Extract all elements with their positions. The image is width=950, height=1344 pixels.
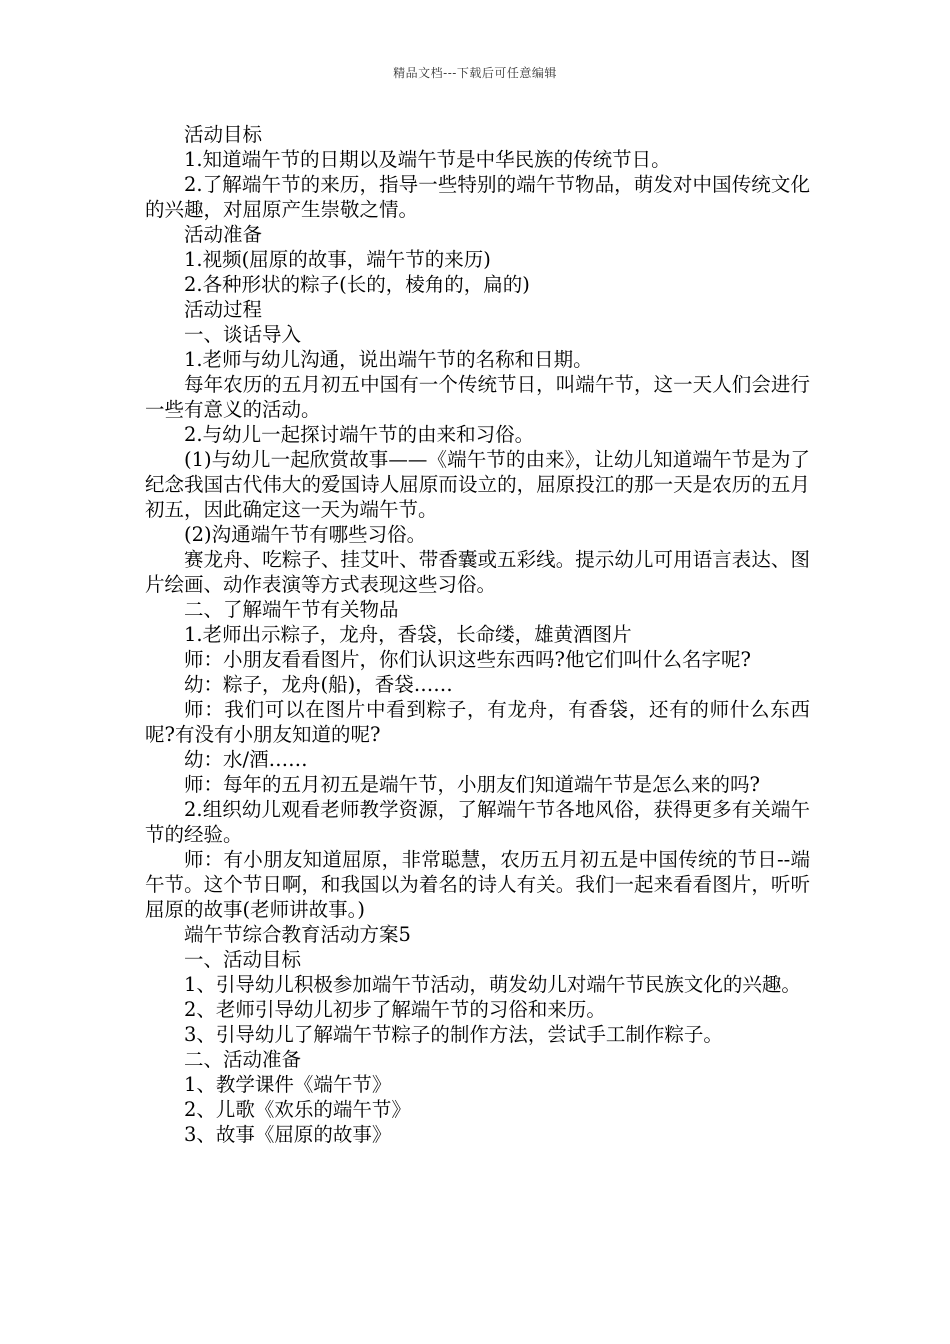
section-heading-goals: 活动目标 bbox=[184, 123, 263, 146]
dialogue-line: 师：小朋友看看图片，你们认识这些东西吗?他它们叫什么名字呢? bbox=[184, 648, 751, 671]
plan-title: 端午节综合教育活动方案5 bbox=[184, 923, 411, 946]
section-heading-process: 活动过程 bbox=[184, 298, 263, 321]
paragraph: 2、老师引导幼儿初步了解端午节的习俗和来历。 bbox=[184, 998, 606, 1021]
section-heading-preparation: 活动准备 bbox=[184, 223, 263, 246]
paragraph: 3、故事《屈原的故事》 bbox=[184, 1123, 392, 1146]
subsection-heading: 一、谈话导入 bbox=[184, 323, 302, 346]
paragraph: 赛龙舟、吃粽子、挂艾叶、带香囊或五彩线。提示幼儿可用语言表达、图片绘画、动作表演等方式表现这些习俗。 bbox=[145, 548, 810, 596]
paragraph: 1.视频(屈原的故事，端午节的来历) bbox=[184, 248, 491, 271]
paragraph: 2.与幼儿一起探讨端午节的由来和习俗。 bbox=[184, 423, 535, 446]
paragraph: 1、教学课件《端午节》 bbox=[184, 1073, 392, 1096]
subsection-heading: 二、活动准备 bbox=[184, 1048, 302, 1071]
subsection-heading: 二、了解端午节有关物品 bbox=[184, 598, 399, 621]
dialogue-line: 幼：水/酒…… bbox=[184, 748, 308, 771]
subsection-heading: 一、活动目标 bbox=[184, 948, 302, 971]
dialogue-line: 师：每年的五月初五是端午节，小朋友们知道端午节是怎么来的吗? bbox=[184, 773, 760, 796]
paragraph: 2、儿歌《欢乐的端午节》 bbox=[184, 1098, 411, 1121]
paragraph: 1.老师出示粽子，龙舟，香袋，长命缕，雄黄酒图片 bbox=[184, 623, 632, 646]
dialogue-line: 幼：粽子，龙舟(船)，香袋…… bbox=[184, 673, 453, 696]
paragraph: (1)与幼儿一起欣赏故事——《端午节的由来》，让幼儿知道端午节是为了纪念我国古代伟大的爱国诗人屈原而设立的，屈原投江的那一天是农历的五月初五，因此确定这一天为端午节。 bbox=[145, 448, 810, 521]
paragraph: 每年农历的五月初五中国有一个传统节日，叫端午节，这一天人们会进行一些有意义的活动。 bbox=[145, 373, 810, 421]
paragraph: (2)沟通端午节有哪些习俗。 bbox=[184, 523, 427, 546]
paragraph: 2.组织幼儿观看老师教学资源，了解端午节各地风俗，获得更多有关端午节的经验。 bbox=[145, 798, 810, 846]
dialogue-line: 师：有小朋友知道屈原，非常聪慧，农历五月初五是中国传统的节日--端午节。这个节日啊，和我国以为着名的诗人有关。我们一起来看看图片，听听屈原的故事(老师讲故事。) bbox=[145, 848, 810, 921]
paragraph: 2.各种形状的粽子(长的，棱角的，扁的) bbox=[184, 273, 530, 296]
page-header: 精品文档---下载后可任意编辑 bbox=[393, 66, 557, 80]
paragraph: 1.老师与幼儿沟通，说出端午节的名称和日期。 bbox=[184, 348, 593, 371]
paragraph: 3、引导幼儿了解端午节粽子的制作方法，尝试手工制作粽子。 bbox=[184, 1023, 723, 1046]
paragraph: 1、引导幼儿积极参加端午节活动，萌发幼儿对端午节民族文化的兴趣。 bbox=[184, 973, 801, 996]
document-body bbox=[145, 122, 810, 1147]
paragraph: 1.知道端午节的日期以及端午节是中华民族的传统节日。 bbox=[184, 148, 671, 171]
dialogue-line: 师：我们可以在图片中看到粽子，有龙舟，有香袋，还有的师什么东西呢?有没有小朋友知道的呢? bbox=[145, 698, 810, 746]
paragraph: 2.了解端午节的来历，指导一些特别的端午节物品，萌发对中国传统文化的兴趣，对屈原产生崇敬之情。 bbox=[145, 173, 810, 221]
